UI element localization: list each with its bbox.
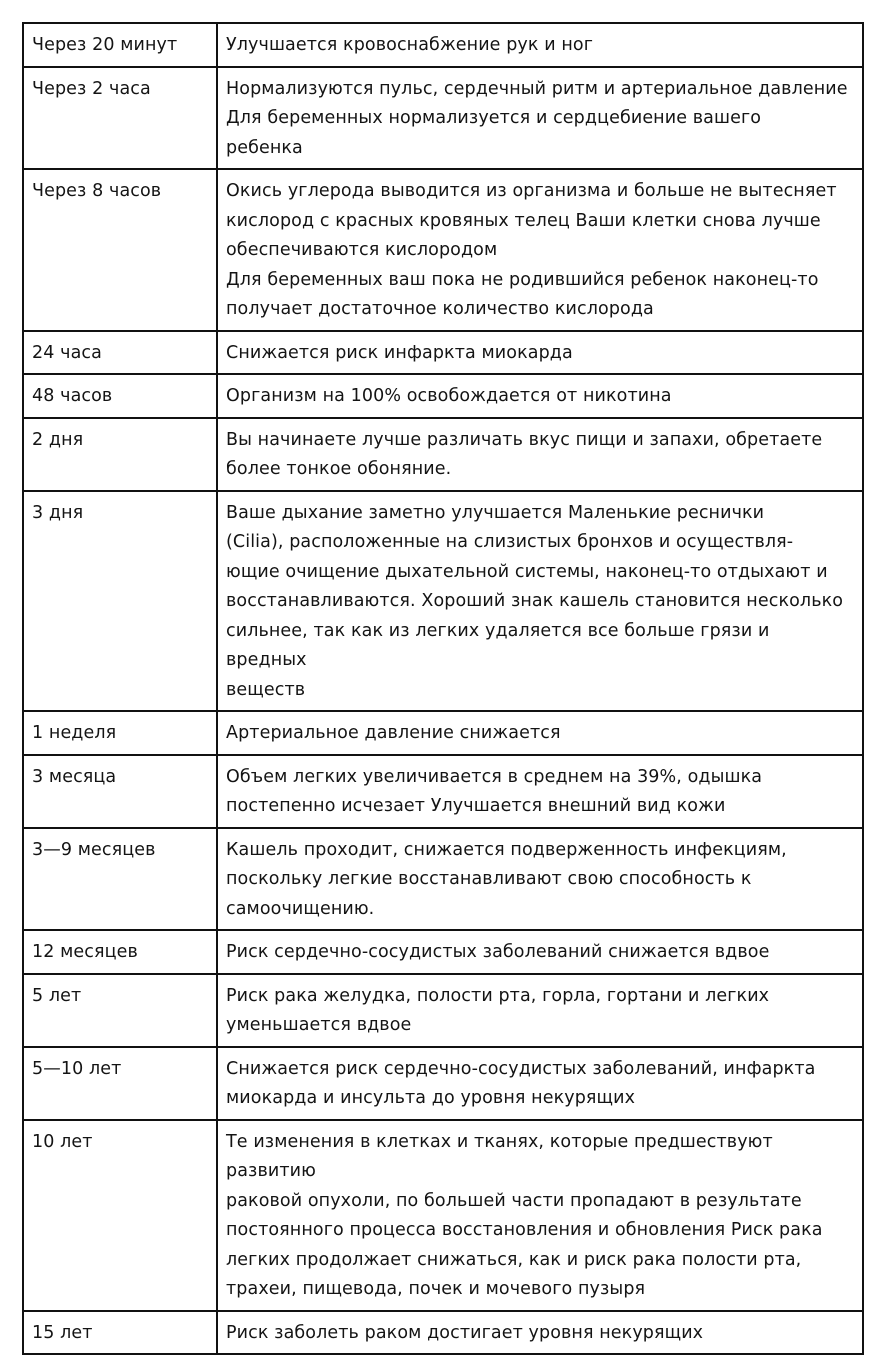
effect-line: сильнее, так как из легких удаляется все больше грязи и вредных bbox=[226, 620, 770, 670]
effect-cell bbox=[217, 711, 863, 755]
table-row bbox=[23, 418, 863, 491]
effect-line: ребенка bbox=[226, 137, 303, 158]
effect-cell bbox=[217, 331, 863, 375]
effect-cell bbox=[217, 374, 863, 418]
timeline-table-body bbox=[23, 23, 863, 1354]
table-row bbox=[23, 930, 863, 974]
effect-line: Риск рака желудка, полости рта, горла, гортани и легких bbox=[226, 985, 770, 1006]
effect-cell bbox=[217, 491, 863, 712]
effect-line: постепенно исчезает Улучшается внешний вид кожи bbox=[226, 796, 726, 816]
effect-line: более тонкое обоняние. bbox=[226, 459, 452, 479]
effect-cell bbox=[217, 828, 863, 931]
period-cell: 48 часов bbox=[23, 374, 217, 418]
effect-line: кислород с красных кровяных телец Ваши клетки снова лучше bbox=[226, 210, 821, 231]
table-row bbox=[23, 1311, 863, 1355]
table-row bbox=[23, 374, 863, 418]
effect-line: поскольку легкие восстанавливают свою способность к bbox=[226, 869, 752, 889]
effect-line: постоянного процесса восстановления и обновления Риск рака bbox=[226, 1220, 823, 1240]
effect-line: уменьшается вдвое bbox=[226, 1015, 412, 1035]
table-row bbox=[23, 711, 863, 755]
effect-line: Снижается риск инфаркта миокарда bbox=[226, 342, 573, 363]
effect-line: восстанавливаются. Хороший знак кашель становится несколько bbox=[226, 591, 844, 611]
effect-line: самоочищению. bbox=[226, 898, 375, 919]
effect-line: Для беременных ваш пока не родившийся ребенок наконец-то bbox=[226, 269, 819, 290]
period-cell: 5—10 лет bbox=[23, 1047, 217, 1120]
effect-line: Кашель проходит, снижается подверженность инфекциям, bbox=[226, 839, 787, 860]
effect-line: (Cilia), расположенные на слизистых бронхов и осуществля- bbox=[226, 532, 794, 552]
effect-cell bbox=[217, 169, 863, 331]
effect-line: Вы начинаете лучше различать вкус пищи и запахи, обретаете bbox=[226, 429, 823, 450]
effect-line: Риск сердечно-сосудистых заболеваний снижается вдвое bbox=[226, 942, 770, 962]
period-cell: 15 лет bbox=[23, 1311, 217, 1355]
effect-line: получает достаточное количество кислорода bbox=[226, 299, 654, 319]
table-row bbox=[23, 331, 863, 375]
effect-line: Организм на 100% освобождается от никотина bbox=[226, 386, 672, 406]
period-cell: 12 месяцев bbox=[23, 930, 217, 974]
period-cell: 2 дня bbox=[23, 418, 217, 491]
period-cell: 3 дня bbox=[23, 491, 217, 712]
effect-line: ющие очищение дыхательной системы, наконец-то отдыхают и bbox=[226, 561, 828, 582]
table-row bbox=[23, 974, 863, 1047]
effect-cell bbox=[217, 930, 863, 974]
effect-line: легких продолжает снижаться, как и риск рака полости рта, bbox=[226, 1249, 802, 1270]
effect-line: Риск заболеть раком достигает уровня некурящих bbox=[226, 1322, 704, 1343]
effect-cell bbox=[217, 67, 863, 170]
effect-line: Улучшается кровоснабжение рук и ног bbox=[226, 35, 593, 55]
effect-cell bbox=[217, 23, 863, 67]
table-row bbox=[23, 828, 863, 931]
effect-cell bbox=[217, 755, 863, 828]
period-cell: Через 20 минут bbox=[23, 23, 217, 67]
period-cell: 10 лет bbox=[23, 1120, 217, 1311]
table-row bbox=[23, 23, 863, 67]
effect-line: Снижается риск сердечно-сосудистых заболеваний, инфаркта bbox=[226, 1058, 816, 1079]
effect-line: Артериальное давление снижается bbox=[226, 723, 561, 743]
effect-cell bbox=[217, 1120, 863, 1311]
smoking-cessation-timeline-table bbox=[22, 22, 864, 1355]
effect-line: Нормализуются пульс, сердечный ритм и артериальное давление bbox=[226, 78, 848, 99]
period-cell: 3 месяца bbox=[23, 755, 217, 828]
period-cell: 24 часа bbox=[23, 331, 217, 375]
table-row bbox=[23, 169, 863, 331]
document-page bbox=[22, 22, 864, 1355]
effect-cell bbox=[217, 1311, 863, 1355]
period-cell: 5 лет bbox=[23, 974, 217, 1047]
table-row bbox=[23, 1120, 863, 1311]
effect-line: Окись углерода выводится из организма и больше не вытесняет bbox=[226, 181, 837, 201]
table-row bbox=[23, 491, 863, 712]
effect-line: веществ bbox=[226, 679, 306, 700]
table-row bbox=[23, 1047, 863, 1120]
table-row bbox=[23, 755, 863, 828]
effect-cell bbox=[217, 974, 863, 1047]
period-cell: Через 2 часа bbox=[23, 67, 217, 170]
table-row bbox=[23, 67, 863, 170]
effect-line: трахеи, пищевода, почек и мочевого пузыря bbox=[226, 1279, 646, 1299]
period-cell: 1 неделя bbox=[23, 711, 217, 755]
effect-cell bbox=[217, 1047, 863, 1120]
effect-line: Те изменения в клетках и тканях, которые предшествуют развитию bbox=[226, 1131, 773, 1181]
effect-line: миокарда и инсульта до уровня некурящих bbox=[226, 1088, 636, 1108]
effect-line: Ваше дыхание заметно улучшается Маленькие реснички bbox=[226, 502, 765, 523]
effect-line: обеспечиваются кислородом bbox=[226, 240, 498, 260]
effect-cell bbox=[217, 418, 863, 491]
period-cell: Через 8 часов bbox=[23, 169, 217, 331]
effect-line: Объем легких увеличивается в среднем на 39%, одышка bbox=[226, 766, 763, 787]
effect-line: Для беременных нормализуется и сердцебиение вашего bbox=[226, 108, 762, 128]
effect-line: раковой опухоли, по большей части пропадают в результате bbox=[226, 1190, 802, 1211]
period-cell: 3—9 месяцев bbox=[23, 828, 217, 931]
